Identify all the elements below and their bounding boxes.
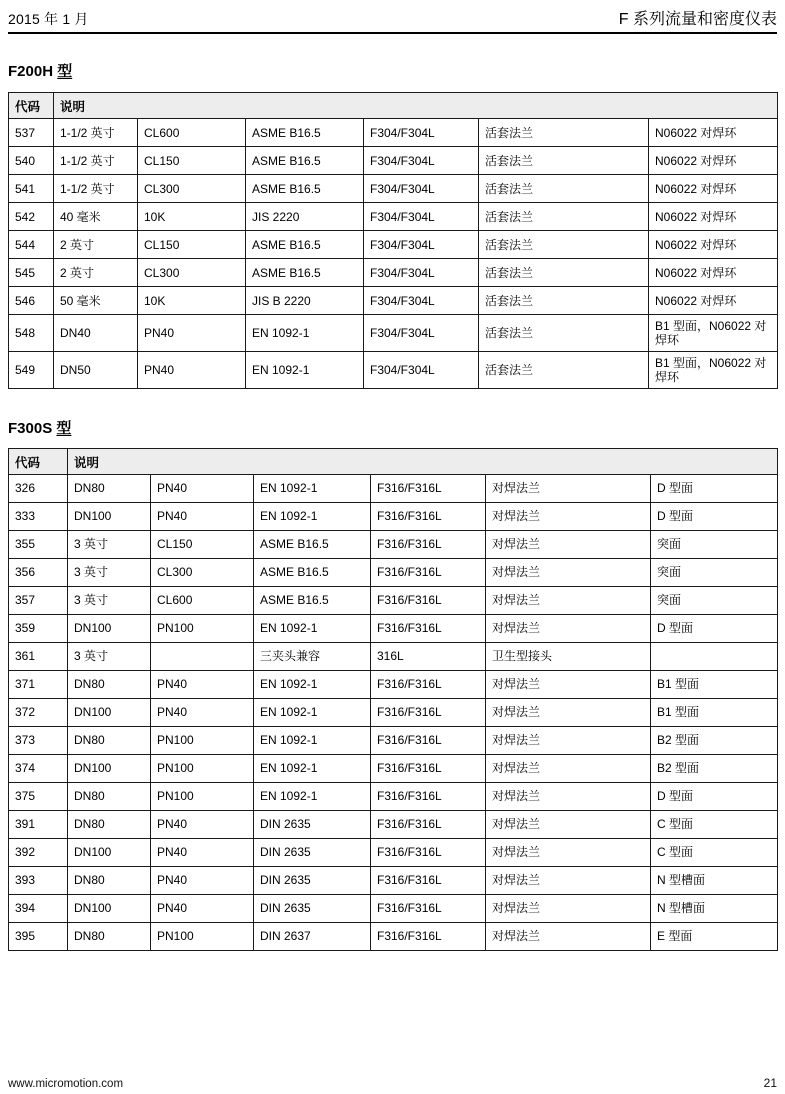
table-row: [9, 614, 778, 642]
table-cell: F316/F316L: [371, 922, 486, 950]
table-cell: ASME B16.5: [254, 530, 371, 558]
table-cell: PN100: [151, 782, 254, 810]
footer-url: www.micromotion.com: [8, 1078, 124, 1090]
table-cell: N06022 对焊环: [649, 231, 778, 259]
table-row: [9, 119, 778, 147]
table-cell: B1 型面，N06022 对焊环: [649, 351, 778, 388]
table-row: [9, 147, 778, 175]
table-cell: F316/F316L: [371, 670, 486, 698]
table-cell: B1 型面: [651, 670, 778, 698]
table-cell: 突面: [651, 558, 778, 586]
table-cell: 对焊法兰: [486, 558, 651, 586]
table-row: [9, 866, 778, 894]
header-date: 2015 年 1 月: [8, 11, 89, 27]
cell-code: 375: [9, 782, 68, 810]
table-cell: F316/F316L: [371, 530, 486, 558]
table-cell: N06022 对焊环: [649, 175, 778, 203]
table-cell: PN40: [151, 502, 254, 530]
table-cell: PN40: [151, 866, 254, 894]
table-cell: ASME B16.5: [254, 586, 371, 614]
table-cell: DN80: [68, 670, 151, 698]
table-cell: 2 英寸: [54, 259, 138, 287]
cell-code: 392: [9, 838, 68, 866]
table-row: [9, 315, 778, 352]
table-cell: F316/F316L: [371, 558, 486, 586]
table-cell: 3 英寸: [68, 558, 151, 586]
table-cell: 316L: [371, 642, 486, 670]
cell-code: 395: [9, 922, 68, 950]
table-cell: PN40: [138, 315, 246, 352]
col-header-code: 代码: [9, 93, 54, 119]
cell-code: 546: [9, 287, 54, 315]
table-cell: 对焊法兰: [486, 866, 651, 894]
table-cell: F316/F316L: [371, 474, 486, 502]
table-cell: 三夹头兼容: [254, 642, 371, 670]
table-row: [9, 838, 778, 866]
table-row: [9, 698, 778, 726]
table-cell: 10K: [138, 203, 246, 231]
document-header: [8, 0, 777, 34]
table-cell: F316/F316L: [371, 782, 486, 810]
table-cell: 对焊法兰: [486, 586, 651, 614]
table-cell: 对焊法兰: [486, 614, 651, 642]
table-row: [9, 175, 778, 203]
table-cell: DN80: [68, 922, 151, 950]
table-cell: F304/F304L: [364, 175, 479, 203]
table-cell: EN 1092-1: [246, 351, 364, 388]
cell-code: 391: [9, 810, 68, 838]
table-cell: PN100: [151, 614, 254, 642]
table-cell: N06022 对焊环: [649, 287, 778, 315]
cell-code: 549: [9, 351, 54, 388]
table-header-row: [9, 93, 778, 119]
table-cell: 对焊法兰: [486, 530, 651, 558]
table-header-row: [9, 448, 778, 474]
table-cell: DN80: [68, 726, 151, 754]
table-cell: 突面: [651, 586, 778, 614]
table-row: [9, 670, 778, 698]
table-cell: JIS B 2220: [246, 287, 364, 315]
table-cell: CL600: [151, 586, 254, 614]
table-cell: 1-1/2 英寸: [54, 175, 138, 203]
table-cell: DIN 2635: [254, 838, 371, 866]
table-cell: EN 1092-1: [254, 782, 371, 810]
table-cell: F304/F304L: [364, 259, 479, 287]
cell-code: 393: [9, 866, 68, 894]
table-cell: ASME B16.5: [246, 259, 364, 287]
table-cell: CL150: [138, 147, 246, 175]
table-cell: PN40: [151, 810, 254, 838]
table-cell: B1 型面，N06022 对焊环: [649, 315, 778, 352]
table-cell: B1 型面: [651, 698, 778, 726]
table-cell: PN40: [138, 351, 246, 388]
table-cell: EN 1092-1: [254, 698, 371, 726]
table-cell: F304/F304L: [364, 315, 479, 352]
table-cell: F304/F304L: [364, 147, 479, 175]
table-cell: F316/F316L: [371, 698, 486, 726]
section-title-model: F200H: [8, 63, 54, 80]
table-row: [9, 558, 778, 586]
table-cell: 突面: [651, 530, 778, 558]
section-title-model: F300S: [8, 419, 53, 437]
table-cell: ASME B16.5: [246, 147, 364, 175]
table-cell: N06022 对焊环: [649, 259, 778, 287]
cell-code: 356: [9, 558, 68, 586]
cell-code: 541: [9, 175, 54, 203]
cell-code: 373: [9, 726, 68, 754]
table-cell: B2 型面: [651, 726, 778, 754]
table-cell: 3 英寸: [68, 530, 151, 558]
cell-code: 333: [9, 502, 68, 530]
table-cell: B2 型面: [651, 754, 778, 782]
table-cell: DN100: [68, 502, 151, 530]
table-cell: ASME B16.5: [246, 119, 364, 147]
table-cell: 50 毫米: [54, 287, 138, 315]
table-cell: F304/F304L: [364, 351, 479, 388]
table-cell: 对焊法兰: [486, 670, 651, 698]
table-cell: D 型面: [651, 502, 778, 530]
table-cell: F304/F304L: [364, 231, 479, 259]
table-cell: DN80: [68, 810, 151, 838]
table-cell: DN50: [54, 351, 138, 388]
table-cell: N 型槽面: [651, 894, 778, 922]
table-cell: 活套法兰: [479, 259, 649, 287]
table-row: [9, 351, 778, 388]
table-cell: F316/F316L: [371, 810, 486, 838]
table-cell: JIS 2220: [246, 203, 364, 231]
table-cell: ASME B16.5: [246, 175, 364, 203]
cell-code: 544: [9, 231, 54, 259]
table-cell: [651, 642, 778, 670]
table-row: [9, 203, 778, 231]
section-title-suffix: 型: [57, 63, 73, 80]
table-cell: 对焊法兰: [486, 754, 651, 782]
cell-code: 540: [9, 147, 54, 175]
table-cell: 活套法兰: [479, 315, 649, 352]
table-cell: 对焊法兰: [486, 502, 651, 530]
table-row: [9, 726, 778, 754]
table-cell: [151, 642, 254, 670]
table-row: [9, 782, 778, 810]
table-cell: F316/F316L: [371, 838, 486, 866]
table-cell: 对焊法兰: [486, 698, 651, 726]
document-footer: [8, 1076, 777, 1090]
table-row: [9, 231, 778, 259]
table-cell: 活套法兰: [479, 119, 649, 147]
table-cell: PN100: [151, 922, 254, 950]
table-cell: PN40: [151, 670, 254, 698]
table-cell: DN40: [54, 315, 138, 352]
table-cell: N 型槽面: [651, 866, 778, 894]
table-cell: EN 1092-1: [254, 502, 371, 530]
table-cell: CL300: [151, 558, 254, 586]
table-cell: DN100: [68, 614, 151, 642]
table-cell: CL300: [138, 175, 246, 203]
table-row: [9, 287, 778, 315]
table-cell: 10K: [138, 287, 246, 315]
table-cell: DN80: [68, 866, 151, 894]
table-cell: PN40: [151, 838, 254, 866]
section-title-f200h: [8, 60, 777, 81]
table-row: [9, 502, 778, 530]
table-cell: CL150: [138, 231, 246, 259]
table-row: [9, 586, 778, 614]
table-cell: 对焊法兰: [486, 922, 651, 950]
table-cell: 活套法兰: [479, 231, 649, 259]
table-cell: 3 英寸: [68, 642, 151, 670]
cell-code: 548: [9, 315, 54, 352]
table-cell: CL150: [151, 530, 254, 558]
table-cell: CL600: [138, 119, 246, 147]
table-cell: DIN 2637: [254, 922, 371, 950]
cell-code: 359: [9, 614, 68, 642]
table-cell: 对焊法兰: [486, 474, 651, 502]
table-cell: DIN 2635: [254, 810, 371, 838]
table-cell: F316/F316L: [371, 894, 486, 922]
table-cell: F304/F304L: [364, 203, 479, 231]
table-cell: PN40: [151, 894, 254, 922]
table-cell: N06022 对焊环: [649, 203, 778, 231]
table-cell: EN 1092-1: [254, 474, 371, 502]
table-cell: F316/F316L: [371, 614, 486, 642]
section-title-f300s: [8, 417, 777, 438]
col-header-code: 代码: [9, 448, 68, 474]
table-cell: PN40: [151, 474, 254, 502]
table-cell: 1-1/2 英寸: [54, 119, 138, 147]
table-row: [9, 474, 778, 502]
table-cell: DIN 2635: [254, 894, 371, 922]
cell-code: 372: [9, 698, 68, 726]
table-cell: DN80: [68, 474, 151, 502]
table-cell: 40 毫米: [54, 203, 138, 231]
table-cell: ASME B16.5: [246, 231, 364, 259]
table-cell: 3 英寸: [68, 586, 151, 614]
table-cell: ASME B16.5: [254, 558, 371, 586]
table-cell: 2 英寸: [54, 231, 138, 259]
header-doc-title: F 系列流量和密度仪表: [618, 11, 777, 28]
table-cell: PN100: [151, 754, 254, 782]
table-cell: 活套法兰: [479, 175, 649, 203]
table-cell: F316/F316L: [371, 754, 486, 782]
cell-code: 394: [9, 894, 68, 922]
table-cell: PN100: [151, 726, 254, 754]
cell-code: 326: [9, 474, 68, 502]
table-cell: E 型面: [651, 922, 778, 950]
table-cell: 活套法兰: [479, 287, 649, 315]
table-cell: 1-1/2 英寸: [54, 147, 138, 175]
col-header-description: 说明: [54, 93, 778, 119]
table-row: [9, 259, 778, 287]
cell-code: 542: [9, 203, 54, 231]
cell-code: 537: [9, 119, 54, 147]
spec-table-f300s: [8, 448, 778, 951]
table-cell: F316/F316L: [371, 866, 486, 894]
table-cell: DN100: [68, 838, 151, 866]
table-cell: C 型面: [651, 838, 778, 866]
table-cell: 对焊法兰: [486, 894, 651, 922]
table-cell: DN80: [68, 782, 151, 810]
table-cell: EN 1092-1: [254, 670, 371, 698]
table-cell: D 型面: [651, 614, 778, 642]
table-cell: DN100: [68, 698, 151, 726]
table-row: [9, 754, 778, 782]
table-cell: 活套法兰: [479, 147, 649, 175]
cell-code: 545: [9, 259, 54, 287]
table-row: [9, 894, 778, 922]
table-row: [9, 530, 778, 558]
table-cell: F316/F316L: [371, 726, 486, 754]
table-cell: EN 1092-1: [246, 315, 364, 352]
table-row: [9, 922, 778, 950]
table-cell: 活套法兰: [479, 203, 649, 231]
table-cell: 对焊法兰: [486, 810, 651, 838]
table-cell: DIN 2635: [254, 866, 371, 894]
cell-code: 374: [9, 754, 68, 782]
table-cell: F316/F316L: [371, 586, 486, 614]
table-cell: C 型面: [651, 810, 778, 838]
table-cell: N06022 对焊环: [649, 147, 778, 175]
cell-code: 355: [9, 530, 68, 558]
cell-code: 361: [9, 642, 68, 670]
table-cell: DN100: [68, 754, 151, 782]
table-cell: DN100: [68, 894, 151, 922]
table-cell: F304/F304L: [364, 287, 479, 315]
table-row: [9, 810, 778, 838]
table-cell: F316/F316L: [371, 502, 486, 530]
table-cell: 活套法兰: [479, 351, 649, 388]
page-number: 21: [763, 1076, 777, 1090]
table-cell: 卫生型接头: [486, 642, 651, 670]
table-cell: 对焊法兰: [486, 782, 651, 810]
table-cell: CL300: [138, 259, 246, 287]
table-cell: PN40: [151, 698, 254, 726]
section-title-suffix: 型: [56, 419, 72, 437]
table-cell: N06022 对焊环: [649, 119, 778, 147]
table-cell: EN 1092-1: [254, 754, 371, 782]
col-header-description: 说明: [68, 448, 778, 474]
table-cell: 对焊法兰: [486, 726, 651, 754]
spec-table-f200h: [8, 92, 778, 389]
cell-code: 371: [9, 670, 68, 698]
table-cell: EN 1092-1: [254, 726, 371, 754]
table-cell: F304/F304L: [364, 119, 479, 147]
table-row: [9, 642, 778, 670]
cell-code: 357: [9, 586, 68, 614]
table-cell: 对焊法兰: [486, 838, 651, 866]
table-cell: D 型面: [651, 474, 778, 502]
table-cell: EN 1092-1: [254, 614, 371, 642]
table-cell: D 型面: [651, 782, 778, 810]
